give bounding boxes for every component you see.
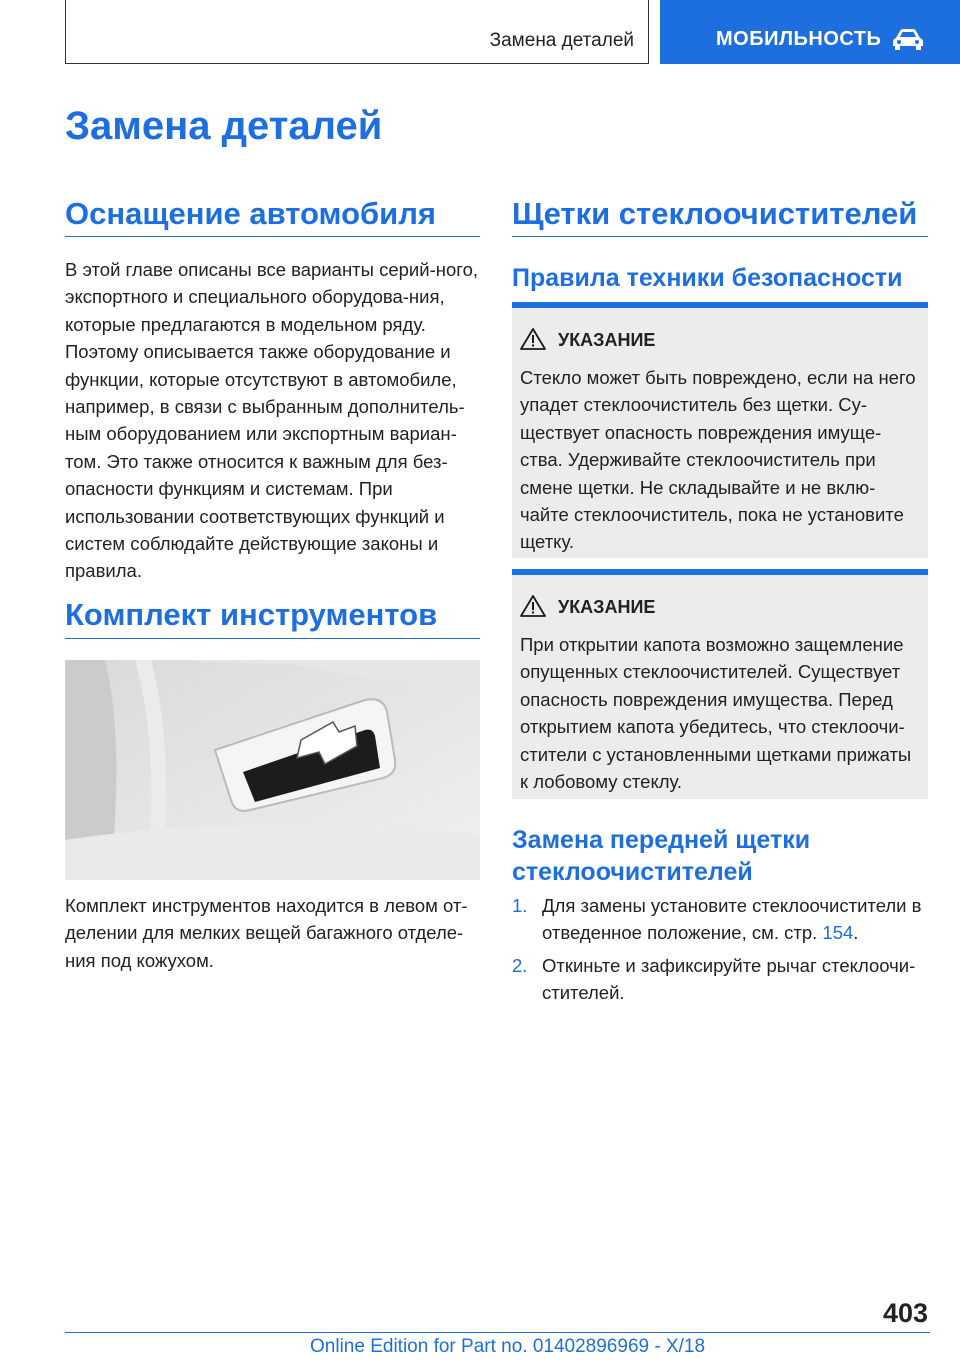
toolkit-rule [65, 638, 480, 639]
toolkit-caption: Комплект инструментов находится в левом от-делении для мелких вещей багажного отделе-ния под кожухом. [65, 895, 468, 971]
replace-heading: Замена передней щетки стеклоочистителей [512, 826, 811, 886]
notice-box-1 [512, 302, 928, 558]
step-text: Откиньте и зафиксируйте рычаг стеклоочи-стителей. [542, 954, 916, 1004]
step-number: 2. [512, 954, 528, 976]
warning-icon [520, 595, 546, 617]
page-link[interactable]: 154 [822, 922, 854, 944]
steps-list [512, 892, 932, 1012]
header-chapter: Замена деталей [489, 30, 634, 51]
step-number: 1. [512, 895, 528, 916]
footer-edition: Online Edition for Part no. 01402896969 - X/18 [310, 1336, 706, 1357]
header-chapter-box [65, 0, 649, 64]
toolkit-heading: Комплект инструментов [65, 597, 438, 632]
step-1 [512, 892, 932, 947]
step-text: Для замены установите стеклоочистители в отведенное положение, см. стр. [542, 895, 922, 944]
equipment-text: В этой главе описаны все варианты серий-ного, экспортного и специального оборудова-ния, которые предлагаются в модельном ряду. Поэтому описывается также оборудование и функции, которые отсутствуют в автомобиле, например, в связи с выбранным дополнитель-ным оборудованием или экспортным вариан-том. Это также относится к важным для без-опасности функциям и системам. При использовании соответствующих функций и систем соблюдайте действующие законы и правила. [65, 259, 479, 582]
step-text-end: . [853, 922, 859, 944]
step-2 [512, 952, 932, 1007]
header-section: МОБИЛЬНОСТЬ [716, 28, 882, 50]
equipment-heading: Оснащение автомобиля [65, 196, 436, 231]
page-title: Замена деталей [65, 104, 383, 148]
notice-text: Стекло может быть повреждено, если на него упадет стеклоочиститель без щетки. Су-ществует опасность повреждения имуще-ства. Удерживайте стеклоочиститель при смене щетки. Не складывайте и не вклю-чайте стеклоочиститель, пока не установите щетку. [520, 367, 916, 553]
page-number: 403 [882, 1298, 928, 1328]
header-section-box [660, 0, 960, 64]
wipers-rule [512, 236, 928, 237]
footer-rule [65, 1332, 930, 1333]
equipment-rule [65, 236, 480, 237]
warning-icon [520, 328, 546, 350]
notice-title: УКАЗАНИЕ [558, 330, 656, 350]
toolkit-photo [65, 660, 480, 880]
safety-heading: Правила техники безопасности [512, 264, 903, 292]
car-icon [892, 28, 924, 50]
notice-title: УКАЗАНИЕ [558, 597, 656, 617]
notice-box-2 [512, 569, 928, 799]
wipers-heading: Щетки стеклоочистителей [512, 196, 918, 231]
notice-text: При открытии капота возможно защемление опущенных стеклоочистителей. Существует опасность повреждения имущества. Перед открытием капота убедитесь, что стеклоочи-стители с установленными щетками прижаты к лобовому стеклу. [520, 634, 912, 793]
